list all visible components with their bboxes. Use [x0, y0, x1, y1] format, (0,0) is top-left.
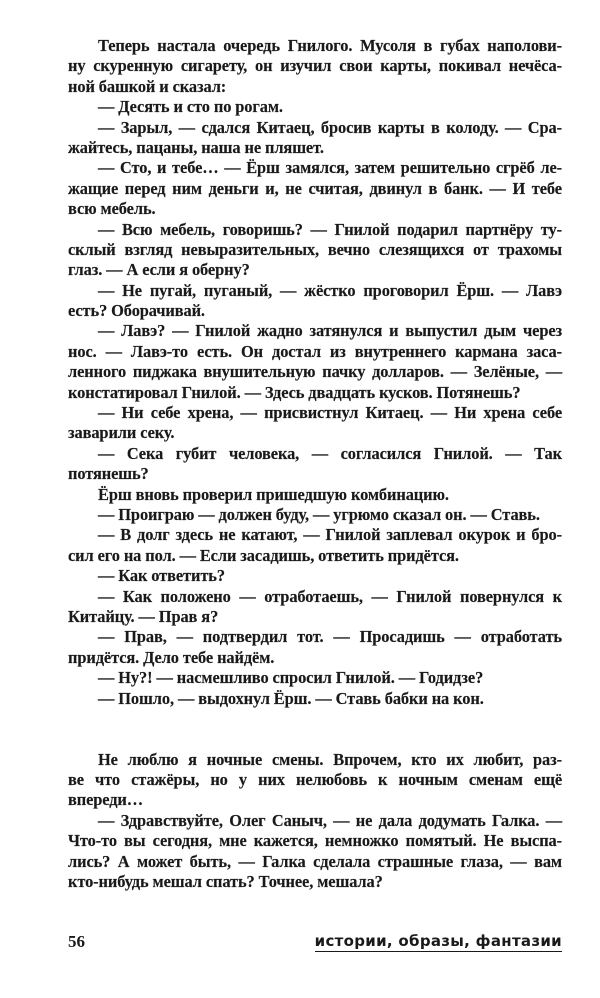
text-line: есть? Оборачивай.: [68, 301, 205, 321]
text-line: потянешь?: [68, 464, 149, 484]
paragraph: [68, 403, 562, 444]
text-line: — Прав, — подтвердил тот. — Просадишь — отработать: [98, 627, 562, 647]
paragraph: [68, 321, 562, 403]
paragraph: [68, 668, 562, 688]
text-line: сил его на пол. — Если засадишь, ответить придётся.: [68, 545, 459, 565]
text-line: — Всю мебель, говоришь? — Гнилой подарил партнёру ту-: [98, 219, 562, 239]
text-line: кто-нибудь мешал спать? Точнее, мешала?: [68, 872, 383, 892]
paragraph: [68, 36, 562, 97]
paragraph: [68, 525, 562, 566]
paragraph: [68, 281, 562, 322]
text-line: — Пошло, — выдохнул Ёрш. — Ставь бабки на кон.: [98, 688, 484, 708]
paragraph: [68, 689, 562, 709]
text-line: — Ну?! — насмешливо спросил Гнилой. — Годидзе?: [98, 668, 484, 688]
text-section: [68, 36, 562, 709]
paragraph: [68, 750, 562, 811]
paragraph: [68, 627, 562, 668]
running-title: истории, образы, фантазии: [314, 932, 562, 950]
text-line: всю мебель.: [68, 199, 156, 219]
text-line: ве что стажёры, но у них нелюбовь к ночным сменам ещё: [68, 770, 562, 790]
text-line: — Зарыл, — сдался Китаец, бросив карты в колоду. — Сра-: [98, 117, 562, 137]
text-line: — В долг здесь не катают, — Гнилой заплевал окурок и бро-: [98, 525, 562, 545]
text-line: склый взгляд невыразительных, вечно слезящихся от трахомы: [68, 239, 562, 259]
paragraph: [68, 566, 562, 586]
text-line: — Ни себе хрена, — присвистнул Китаец. — Ни хрена себе: [98, 403, 562, 423]
paragraph: [68, 444, 562, 485]
text-line: — Десять и сто по рогам.: [98, 97, 283, 117]
paragraph: [68, 485, 562, 505]
text-line: ленного пиджака внушительную пачку долларов. — Зелёные, —: [68, 362, 562, 382]
text-line: Китайцу. — Прав я?: [68, 606, 219, 626]
page-number: 56: [68, 932, 85, 951]
text-line: жайтесь, пацаны, наша не пляшет.: [68, 137, 324, 157]
section-break: [68, 709, 562, 750]
text-line: заварили секу.: [68, 423, 175, 443]
paragraph: [68, 505, 562, 525]
text-line: — Сека губит человека, — согласился Гнилой. — Так: [98, 443, 562, 463]
text-line: — Не пугай, пуганый, — жёстко проговорил Ёрш. — Лавэ: [98, 280, 562, 300]
text-line: Не люблю я ночные смены. Впрочем, кто их любит, раз-: [98, 749, 562, 769]
text-line: Теперь настала очередь Гнилого. Мусоля в губах наполови-: [98, 36, 562, 55]
text-line: — Здравствуйте, Олег Саныч, — не дала додумать Галка. —: [98, 810, 562, 830]
text-line: придётся. Дело тебе найдём.: [68, 647, 275, 667]
text-line: жащие перед ним деньги и, не считая, двинул в банк. — И тебе: [68, 178, 562, 198]
text-line: глаз. — А если я оберну?: [68, 260, 250, 280]
paragraph: [68, 158, 562, 219]
text-line: лись? А может быть, — Галка сделала страшные глаза, — вам: [68, 851, 562, 871]
text-line: — Как ответить?: [98, 566, 225, 586]
paragraph: [68, 97, 562, 117]
text-line: — Сто, и тебе… — Ёрш замялся, затем решительно сгрёб ле-: [98, 158, 562, 178]
paragraph: [68, 587, 562, 628]
paragraph: [68, 118, 562, 159]
paragraph: [68, 811, 562, 893]
text-line: — Лавэ? — Гнилой жадно затянулся и выпустил дым через: [98, 321, 562, 341]
text-line: — Проиграю — должен буду, — угрюмо сказал он. — Ставь.: [98, 504, 540, 524]
text-line: ной башкой и сказал:: [68, 76, 227, 96]
text-line: констатировал Гнилой. — Здесь двадцать кусков. Потянешь?: [68, 382, 521, 402]
text-section: [68, 750, 562, 893]
paragraph: [68, 220, 562, 281]
text-line: впереди…: [68, 790, 144, 810]
page-footer: [68, 932, 562, 956]
page-body: [68, 36, 562, 892]
text-line: нос. — Лавэ-то есть. Он достал из внутреннего кармана заса-: [68, 341, 562, 361]
text-line: — Как положено — отработаешь, — Гнилой повернулся к: [98, 586, 562, 606]
text-line: ну скуренную сигарету, он изучил свои карты, покивал нечёса-: [68, 56, 562, 76]
text-line: Что-то вы сегодня, мне кажется, немножко помятый. Не выспа-: [68, 831, 562, 851]
text-line: Ёрш вновь проверил пришедшую комбинацию.: [98, 484, 449, 504]
